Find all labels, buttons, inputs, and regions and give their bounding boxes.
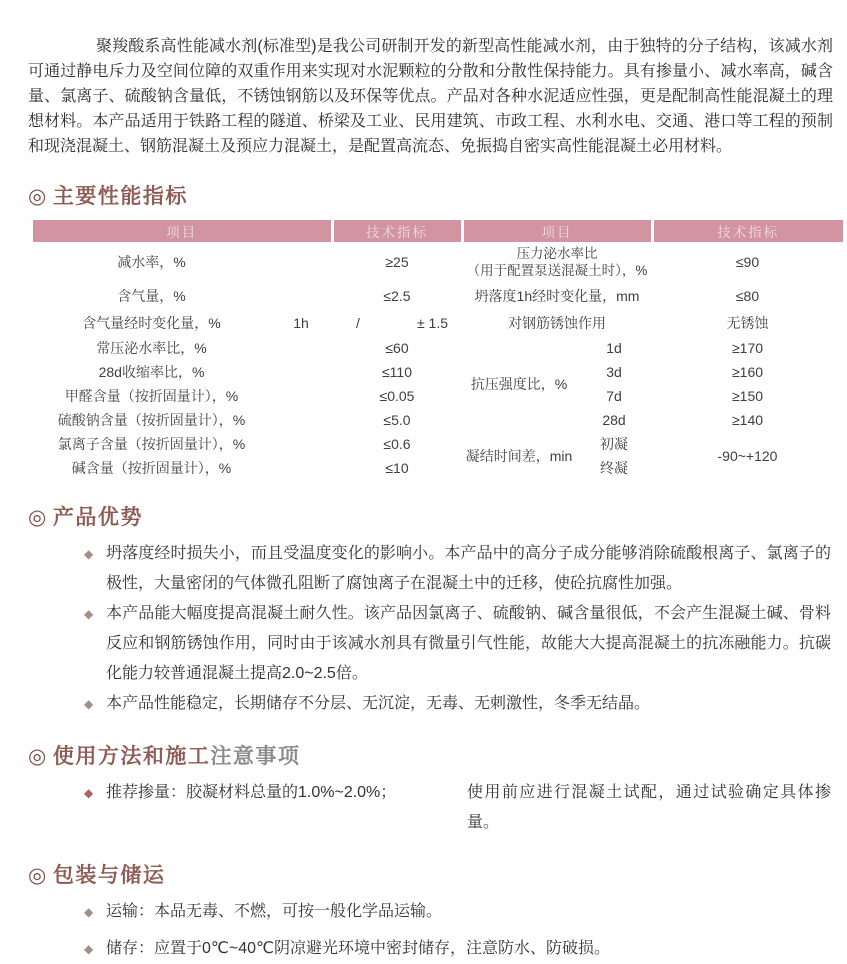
spec-label: 坍落度1h经时变化量，mm [474,288,640,304]
spec-label: 氯离子含量（按折固量计），% [57,436,246,452]
spec-label: 甲醛含量（按折固量计），% [64,388,239,404]
spec-value: ≤0.6 [383,436,411,452]
spec-label: 含气量，% [117,288,186,304]
usage-text [106,778,831,838]
spec-label: 含气量经时变化量，% [82,315,221,331]
table-row [33,310,843,336]
section-heading-advantages [28,504,847,532]
diamond-bullet-icon: ◆ [84,697,94,711]
spec-value: ≤80 [735,288,760,304]
section-title-usage-sub: 注意事项 [210,745,301,768]
spec-age: 28d [602,412,626,428]
double-circle-icon: ◎ [28,745,48,768]
spec-value: ≤2.5 [383,288,411,304]
spec-label-merged: 凝结时间差，min [465,448,573,464]
spec-value: ≤90 [735,254,760,270]
list-item [0,599,847,689]
spec-label: 对钢筋锈蚀作用 [508,315,606,331]
spec-label [462,242,652,282]
spec-value: ≥150 [731,388,764,404]
spec-label-line2: （用于配置泵送混凝土时），% [466,263,648,278]
double-circle-icon: ◎ [28,864,48,887]
spec-value: ≤5.0 [383,412,411,428]
diamond-bullet-icon: ◆ [84,905,94,919]
table-row [33,360,843,384]
diamond-bullet-icon: ◆ [84,607,94,621]
spec-label-line1: 压力泌水率比 [516,246,598,261]
spec-value: ≤10 [385,460,409,476]
spec-sub [270,282,332,310]
table-row [33,384,843,408]
spec-label: 硫酸钠含量（按折固量计），% [57,412,246,428]
table-row [33,242,843,282]
spec-age: 7d [606,388,622,404]
list-item [0,689,847,719]
diamond-bullet-icon: ◆ [84,786,94,800]
spec-value: ≤0.05 [379,388,415,404]
table-row [33,408,843,432]
spec-value-merged: -90~+120 [717,448,778,464]
packaging-text: 储存：应置于0℃~40℃阴凉避光环境中密封储存，注意防水、防破损。 [106,940,610,957]
section-title-packaging: 包装与储运 [52,864,166,887]
spec-age: 1d [606,340,622,356]
diamond-bullet-icon: ◆ [84,942,94,956]
performance-spec-table [33,220,843,480]
table-row [33,336,843,360]
spec-value: ≥160 [731,364,764,380]
spec-sub [270,456,332,480]
spec-label: 常压泌水率比，% [96,340,207,356]
usage-note: 使用前应进行混凝土试配，通过试验确定具体掺量。 [467,784,831,831]
spec-label-merged: 抗压强度比，% [470,376,568,392]
advantage-text: 坍落度经时损失小，而且受温度变化的影响小。本产品中的高分子成分能够消除硫酸根离子、氯离子的极性，大量密闭的气体微孔阻断了腐蚀离子在混凝土中的迁移，使砼抗腐性加强。 [106,545,831,592]
double-circle-icon: ◎ [28,185,48,208]
section-title-usage-main: 使用方法和施工 [52,745,211,768]
spec-age: 初凝 [600,436,628,452]
list-item [0,934,847,964]
advantages-list [0,539,847,719]
column-header-spec-right: 技术指标 [652,220,843,242]
advantage-text: 本产品能大幅度提高混凝土耐久性。该产品因氯离子、硫酸钠、碱含量很低，不会产生混凝土碱、骨料反应和钢筋锈蚀作用，同时由于该减水剂具有微量引气性能，故能大大提高混凝土的抗冻融能力。抗碳化能力较普通混凝土提高2.0~2.5倍。 [106,605,831,682]
spec-value [332,310,462,336]
spec-value: ≤110 [381,364,412,380]
packaging-list [0,897,847,964]
section-title-performance: 主要性能指标 [52,185,188,208]
usage-list [0,778,847,838]
double-circle-icon: ◎ [28,506,48,529]
list-item [0,897,847,927]
spec-label: 减水率，% [117,254,186,270]
spec-age: 3d [606,364,622,380]
list-item [0,539,847,599]
spec-sub [270,384,332,408]
advantage-text: 本产品性能稳定，长期储存不分层、无沉淀，无毒、无刺激性，冬季无结晶。 [106,695,651,712]
table-header-row [33,220,843,242]
section-heading-usage [28,743,847,771]
column-header-item-left: 项目 [33,220,332,242]
spec-value: ≥25 [385,254,409,270]
diamond-bullet-icon: ◆ [84,547,94,561]
table-row [33,432,843,456]
spec-sub [270,360,332,384]
spec-sub [270,242,332,282]
section-title-advantages: 产品优势 [52,506,143,529]
intro-paragraph: 聚羧酸系高性能减水剂(标准型)是我公司研制开发的新型高性能减水剂，由于独特的分子结构，该减水剂可通过静电斥力及空间位障的双重作用来实现对水泥颗粒的分散和分散性保持能力。具有掺量小、减水率高，碱含量、氯离子、硫酸钠含量低，不锈蚀钢筋以及环保等优点。产品对各种水泥适应性强，更是配制高性能混凝土的理想材料。本产品适用于铁路工程的隧道、桥梁及工业、民用建筑、市政工程、水利水电、交通、港口等工程的预制和现浇混凝土、钢筋混凝土及预应力混凝土，是配置高流态、免振捣自密实高性能混凝土必用材料。 [28,38,833,155]
section-heading-packaging [28,862,847,890]
spec-label: 28d收缩率比，% [98,364,205,380]
spec-value: ≤60 [385,340,409,356]
packaging-text: 运输：本品无毒、不燃，可按一般化学品运输。 [106,903,443,920]
spec-sub [270,408,332,432]
spec-age: 终凝 [600,460,628,476]
spec-separator: / [356,315,360,331]
spec-value: 无锈蚀 [726,315,769,331]
column-header-item-right: 项目 [462,220,652,242]
spec-sub [270,432,332,456]
spec-value: ≥140 [731,412,764,428]
spec-sub [270,336,332,360]
usage-dosage: 推荐掺量：胶凝材料总量的1.0%~2.0%； [106,784,397,801]
spec-value: ≥170 [731,340,764,356]
list-item [0,778,847,838]
table-row [33,282,843,310]
spec-label: 碱含量（按折固量计），% [71,460,232,476]
spec-sub: 1h [293,315,309,331]
section-heading-performance [28,183,847,211]
spec-value-text: ± 1.5 [416,315,448,331]
column-header-spec-left: 技术指标 [332,220,462,242]
